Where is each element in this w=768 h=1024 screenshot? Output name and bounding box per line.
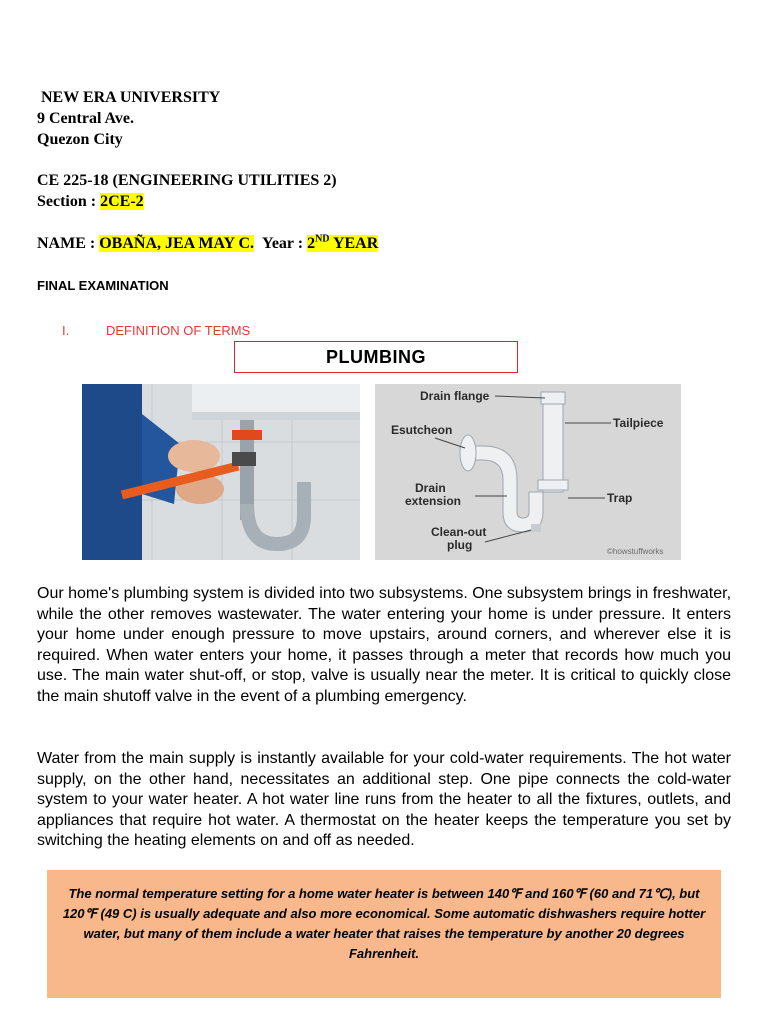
term-title: PLUMBING: [234, 341, 518, 373]
label-escutcheon: Esutcheon: [391, 423, 453, 437]
year-number: 2: [307, 235, 316, 252]
p-trap-diagram-image: [375, 384, 681, 560]
label-drain-extension-2: extension: [405, 494, 462, 508]
section-value: 2CE-2: [100, 193, 144, 210]
paragraph-hot-water: Water from the main supply is instantly available for your cold-water requirements. The hot water supply, on the other hand, necessitates an additional step. One pipe connects the cold-water system to your water heater. A hot water line runs from the heater to all the fixtures, outlets, and appliances that require hot water. A thermostat on the heater keeps the temperature you set by switching the heating elements on and off as needed.: [37, 750, 731, 850]
year-label: Year :: [262, 235, 308, 252]
course-line: CE 225-18 (ENGINEERING UTILITIES 2): [37, 172, 337, 189]
label-trap: Trap: [607, 491, 633, 505]
plumber-photo-image: [82, 384, 360, 560]
year-word: YEAR: [329, 235, 379, 252]
label-cleanout-1: Clean-out: [431, 525, 487, 539]
exam-title: FINAL EXAMINATION: [37, 278, 169, 293]
university-name: [37, 89, 220, 107]
name-value: OBAÑA, JEA MAY C.: [99, 235, 255, 252]
plumber-photo: [82, 384, 360, 560]
year-suffix: ND: [315, 233, 330, 245]
label-drain-flange: Drain flange: [420, 389, 490, 403]
paragraph-subsystems: Our home's plumbing system is divided into two subsystems. One subsystem brings in freshwater, while the other removes wastewater. The water entering your home is under pressure. It enters your home under enough pressure to move upstairs, around corners, and wherever else it is required. When water enters your home, it passes through a meter that records how much you use. The main water shut-off, or stop, valve is usually near the meter. It is critical to quickly close the main shutoff valve in the event of a plumbing emergency.: [37, 585, 732, 705]
section-number: I.: [62, 323, 70, 338]
label-tailpiece: Tailpiece: [613, 416, 664, 430]
diagram-credit: ©howstuffworks: [607, 547, 664, 556]
label-drain-extension-1: Drain: [415, 481, 446, 495]
temperature-note: The normal temperature setting for a home water heater is between 140℉ and 160℉ (60 and 71℃), but 120℉ (49 C) is usually adequate and also more economical. Some automatic dishwashers require hotter water, but many of them include a water heater that raises the temperature by another 20 degrees Fahrenheit.: [47, 870, 721, 998]
year-value: [307, 235, 378, 252]
university-text: NEW ERA UNIVERSITY: [41, 89, 221, 106]
address-line: 9 Central Ave.: [37, 110, 135, 127]
section-heading: DEFINITION OF TERMS: [106, 323, 251, 338]
name-line: [37, 235, 378, 253]
section-label: Section :: [37, 193, 101, 210]
city-line: Quezon City: [37, 131, 123, 148]
section-line: [37, 193, 144, 211]
name-label: NAME :: [37, 235, 100, 252]
p-trap-diagram: [375, 384, 681, 560]
label-cleanout-2: plug: [447, 538, 473, 552]
